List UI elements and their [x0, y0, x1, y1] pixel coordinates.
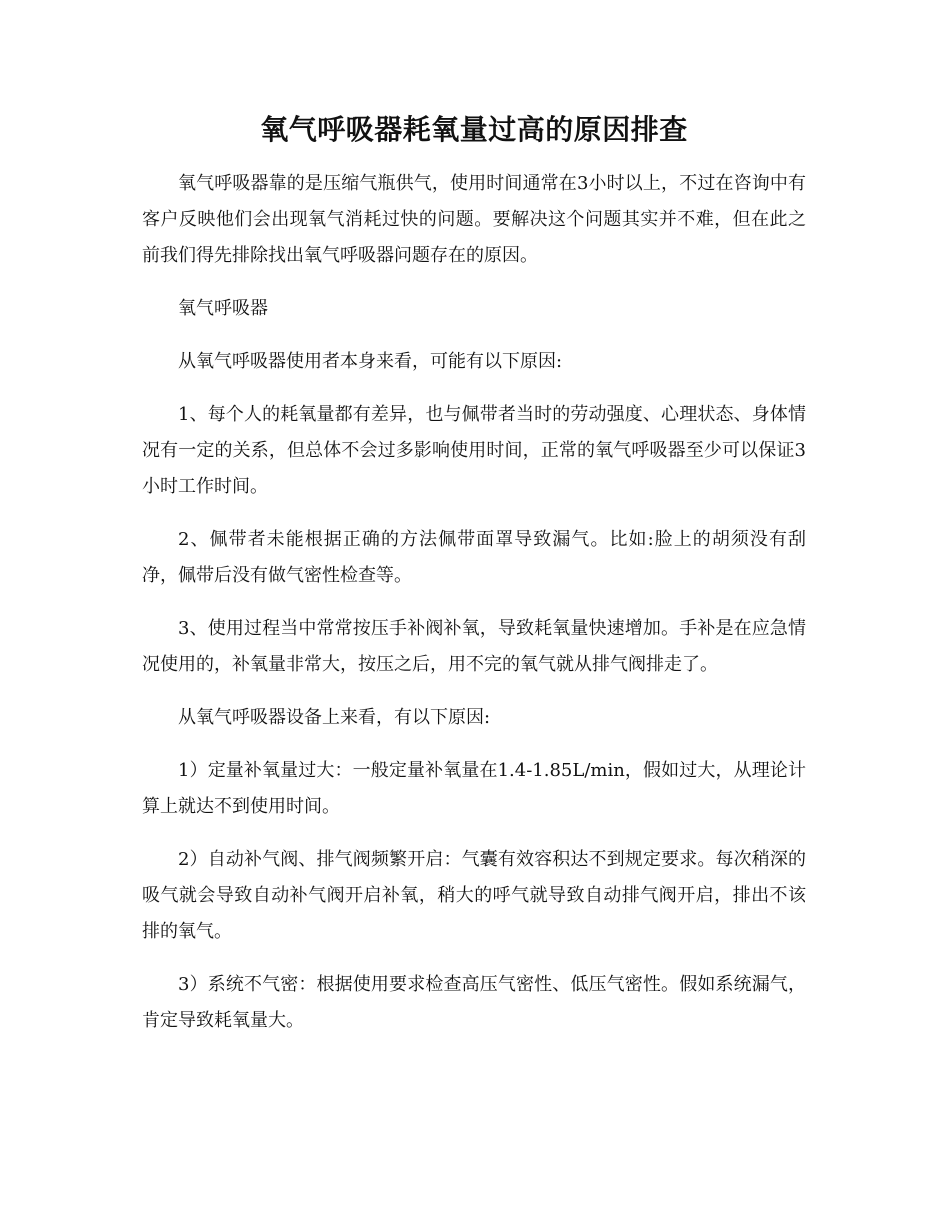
paragraph-device-cause-3: 3）系统不气密：根据使用要求检查高压气密性、低压气密性。假如系统漏气，肯定导致耗氧量大。 — [142, 974, 806, 1031]
paragraph-user-cause-2: 2、佩带者未能根据正确的方法佩带面罩导致漏气。比如:脸上的胡须没有刮净，佩带后没有做气密性检查等。 — [142, 529, 806, 586]
document-page — [142, 108, 806, 1056]
paragraph-device-causes-heading: 从氧气呼吸器设备上来看，有以下原因: — [178, 707, 491, 728]
paragraph-user-causes-heading: 从氧气呼吸器使用者本身来看，可能有以下原因: — [178, 351, 563, 372]
paragraph-device-cause-2: 2）自动补气阀、排气阀频繁开启：气囊有效容积达不到规定要求。每次稍深的吸气就会导致自动补气阀开启补氧，稍大的呼气就导致自动排气阀开启，排出不该排的氧气。 — [142, 849, 806, 942]
paragraph-caption: 氧气呼吸器 — [178, 298, 268, 319]
paragraph-user-cause-1: 1、每个人的耗氧量都有差异，也与佩带者当时的劳动强度、心理状态、身体情况有一定的关系，但总体不会过多影响使用时间，正常的氧气呼吸器至少可以保证3小时工作时间。 — [142, 404, 806, 497]
paragraph-device-cause-1: 1）定量补氧量过大：一般定量补氧量在1.4-1.85L/min，假如过大，从理论计算上就达不到使用时间。 — [142, 760, 806, 817]
paragraph-intro: 氧气呼吸器靠的是压缩气瓶供气，使用时间通常在3小时以上，不过在咨询中有客户反映他们会出现氧气消耗过快的问题。要解决这个问题其实并不难，但在此之前我们得先排除找出氧气呼吸器问题存在的原因。 — [142, 173, 806, 266]
paragraph-user-cause-3: 3、使用过程当中常常按压手补阀补氧，导致耗氧量快速增加。手补是在应急情况使用的，补氧量非常大，按压之后，用不完的氧气就从排气阀排走了。 — [142, 618, 806, 675]
document-title: 氧气呼吸器耗氧量过高的原因排查 — [260, 113, 688, 146]
